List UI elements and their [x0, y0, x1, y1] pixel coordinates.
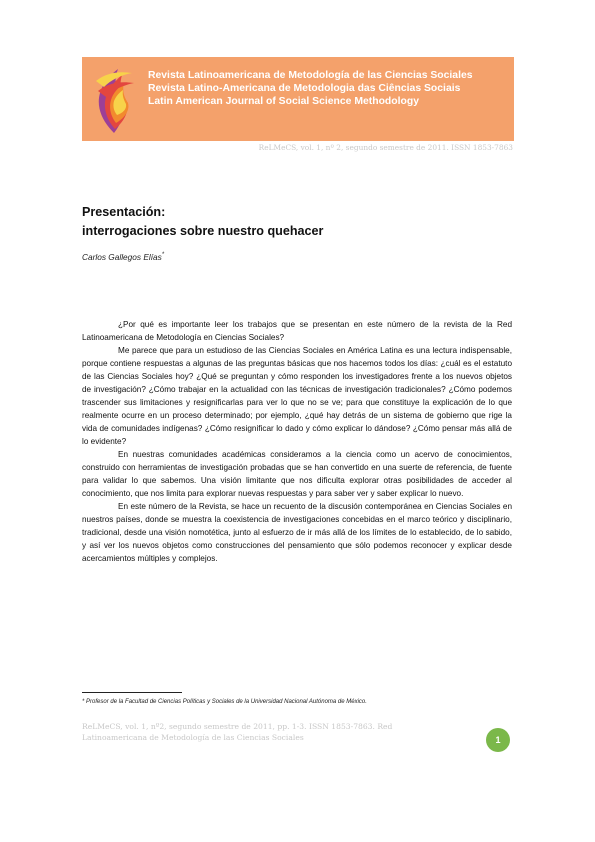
article-title — [82, 203, 323, 241]
author-line — [82, 252, 164, 262]
body-paragraph: ¿Por qué es importante leer los trabajos que se presentan en este número de la revista de la Red Latinoamericana de Metodología en Ciencias Sociales? — [82, 320, 512, 343]
footnote-divider — [82, 692, 182, 693]
footnote-text: Profesor de la Facultad de Ciencias Políticas y Sociales de la Universidad Nacional Autónoma de México. — [86, 699, 367, 705]
author-name: Carlos Gallegos Elías — [82, 252, 162, 262]
body-text — [82, 318, 512, 565]
article-title-line1: Presentación: — [82, 205, 166, 219]
article-title-line2: interrogaciones sobre nuestro quehacer — [82, 224, 324, 238]
footer-citation — [82, 721, 392, 743]
footer-line2: Latinoamericana de Metodología de las Ciencias Sociales — [82, 733, 304, 742]
body-paragraph: Me parece que para un estudioso de las Ciencias Sociales en América Latina es una lectura indispensable, porque contiene respuestas a algunas de las preguntas básicas que nos hacemos todos los días: ¿cuál es el estatuto de las Ciencias Sociales hoy? ¿Qué se preguntan y cómo responden los investigadores frente a los nuevos objetos de investigación? ¿Cómo trabajar en la actualidad con las técnicas de investigación tradicionales? ¿Cómo podemos trascender sus limitaciones y resignificarlas para ver lo que no se ve; para que constituye la explicación de lo que realmente ocurre en un proceso determinado; por ejemplo, ¿qué hay detrás de un sistema de gobierno que rige la vida de comunidades indígenas? ¿Cómo resignificar lo dado y cómo explicar lo dándose? ¿Cómo pensar más allá de lo evidente? — [82, 346, 512, 447]
flame-swirl-logo-icon — [88, 63, 142, 135]
footnote — [82, 699, 367, 705]
journal-banner — [82, 57, 514, 141]
body-paragraph: En este número de la Revista, se hace un recuento de la discusión contemporánea en Ciencias Sociales en nuestros países, donde se muestra la coexistencia de investigaciones concebidas en el marco teórico y disciplinario, tradicional, desde una visión nomotética, junto al esfuerzo de ir más allá de los límites de lo establecido, de lo sabido, y así ver los nuevos objetos como construcciones del pensamiento que sólo podemos reconocer y explicar desde acercamientos múltiples y complejos. — [82, 502, 512, 564]
page-number-badge: 1 — [486, 728, 510, 752]
journal-title-block — [148, 69, 510, 108]
journal-title-es: Revista Latinoamericana de Metodología de las Ciencias Sociales — [148, 70, 473, 81]
journal-title-pt: Revista Latino-Americana de Metodologia das Ciências Sociais — [148, 83, 461, 94]
author-footnote-mark[interactable]: * — [161, 252, 165, 259]
header-citation: ReLMeCS, vol. 1, nº 2, segundo semestre de 2011. ISSN 1853-7863 — [258, 143, 513, 152]
journal-title-en: Latin American Journal of Social Science Methodology — [148, 96, 419, 107]
footer-line1: ReLMeCS, vol. 1, nº2, segundo semestre de 2011, pp. 1-3. ISSN 1853-7863. Red — [82, 722, 393, 731]
body-paragraph: En nuestras comunidades académicas consideramos a la ciencia como un acervo de conocimientos, construido con herramientas de investigación probadas que se han convertido en una suerte de referencia, de fuente para validar lo que sabemos. Una visión limitante que nos dificulta explorar otras posibilidades de acceder al conocimiento, que nos limita para explorar nuevas respuestas y para saber ver y saber explicar lo nuevo. — [82, 450, 512, 499]
footnote-mark: * — [82, 699, 85, 705]
